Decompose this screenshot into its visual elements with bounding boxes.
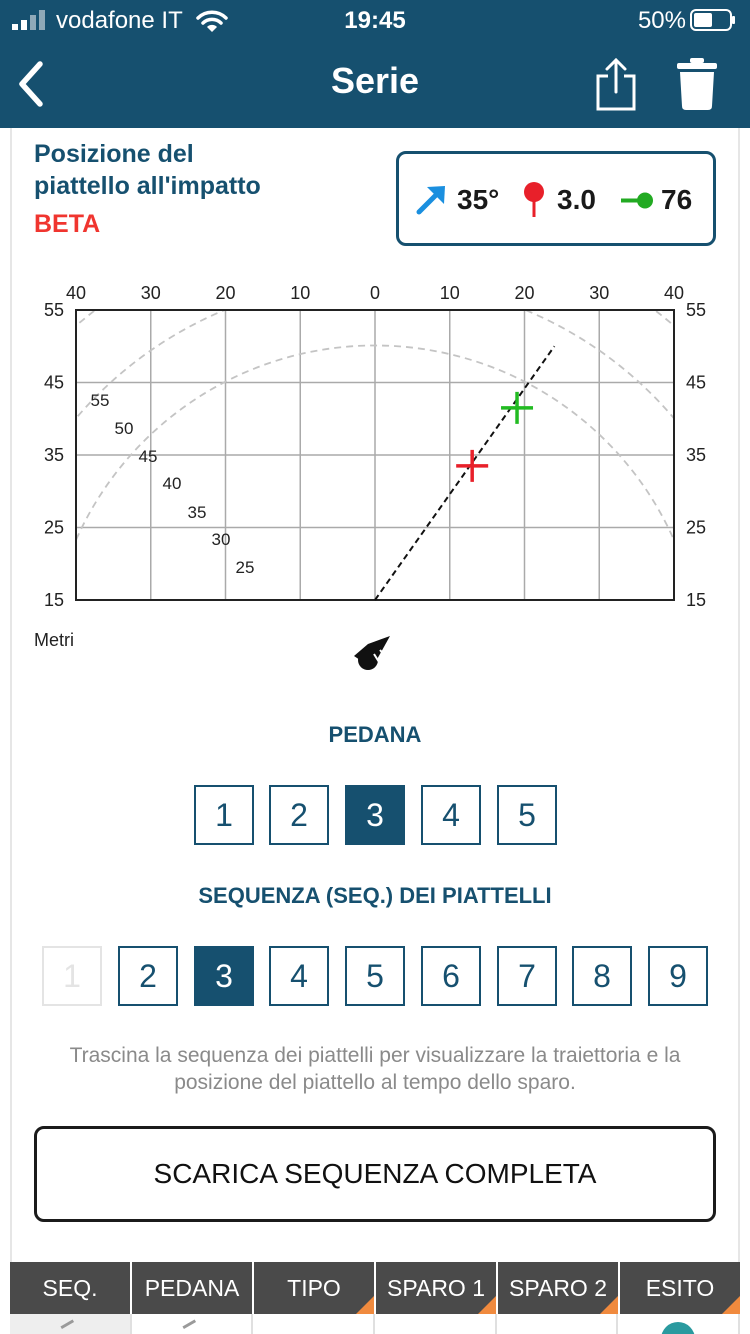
angle-value: 35° bbox=[457, 184, 500, 215]
share-icon[interactable] bbox=[594, 56, 638, 112]
sequenza-label: SEQUENZA (SEQ.) DEI PIATTELLI bbox=[198, 883, 552, 908]
y-tick-label-right: 55 bbox=[685, 300, 707, 320]
pedana-option-5[interactable]: 5 bbox=[497, 785, 557, 845]
drag-hint-text: Trascina la sequenza dei piattelli per visualizzare la traiettoria e la posizione del piattello al tempo dello sparo. bbox=[69, 1044, 681, 1094]
page-title: Serie bbox=[330, 60, 420, 101]
sequenza-option-4[interactable]: 4 bbox=[269, 946, 329, 1006]
arrow-up-right-icon bbox=[415, 182, 449, 216]
y-tick-label-right: 25 bbox=[685, 517, 707, 538]
impact-position-title: Posizione del piattello all'impatto bbox=[34, 140, 261, 200]
column-header-seq: SEQ. bbox=[10, 1262, 132, 1314]
battery-icon bbox=[690, 9, 736, 31]
navigation-bar bbox=[0, 40, 750, 128]
column-header-sparo-1[interactable]: SPARO 1 bbox=[376, 1262, 498, 1314]
distance-icon bbox=[621, 190, 655, 210]
distance-value: 76 bbox=[661, 184, 693, 215]
table-row[interactable] bbox=[10, 1314, 740, 1334]
pin-icon bbox=[523, 181, 545, 219]
table-cell bbox=[497, 1314, 619, 1334]
shot-info-box bbox=[396, 151, 716, 246]
pedana-option-3[interactable]: 3 bbox=[345, 785, 405, 845]
y-tick-label-left: 45 bbox=[43, 372, 65, 393]
sequenza-option-3[interactable]: 3 bbox=[194, 946, 254, 1006]
sequenza-option-9[interactable]: 9 bbox=[648, 946, 708, 1006]
sequenza-option-8[interactable]: 8 bbox=[572, 946, 632, 1006]
range-arc-label: 35 bbox=[187, 503, 207, 522]
sequenza-option-7[interactable]: 7 bbox=[497, 946, 557, 1006]
sequenza-option-1: 1 bbox=[42, 946, 102, 1006]
column-header-tipo[interactable]: TIPO bbox=[254, 1262, 376, 1314]
y-tick-label-right: 15 bbox=[685, 590, 707, 610]
y-tick-label-left: 25 bbox=[43, 517, 65, 538]
table-cell bbox=[253, 1314, 375, 1334]
range-arc-label: 55 bbox=[90, 391, 110, 410]
table-cell bbox=[375, 1314, 497, 1334]
column-header-esito: ESITO bbox=[620, 1262, 740, 1314]
table-cell bbox=[132, 1314, 254, 1334]
x-tick-label: 40 bbox=[663, 283, 685, 303]
x-tick-label: 10 bbox=[290, 283, 311, 303]
x-tick-label: 40 bbox=[65, 283, 87, 303]
sequenza-option-2[interactable]: 2 bbox=[118, 946, 178, 1006]
status-time: 19:45 bbox=[344, 7, 406, 34]
range-arc-label: 45 bbox=[138, 447, 158, 466]
trajectory-line bbox=[375, 346, 554, 600]
x-tick-label: 10 bbox=[439, 283, 460, 303]
beta-badge: BETA bbox=[34, 210, 101, 238]
pedana-option-4[interactable]: 4 bbox=[421, 785, 481, 845]
unit-label: Metri bbox=[34, 630, 74, 650]
y-tick-label-left: 55 bbox=[43, 300, 65, 320]
shooter-icon bbox=[350, 634, 396, 676]
y-tick-label-right: 45 bbox=[685, 372, 707, 393]
sequenza-option-6[interactable]: 6 bbox=[421, 946, 481, 1006]
x-tick-label: 20 bbox=[514, 283, 535, 303]
pedana-label: PEDANA bbox=[328, 722, 422, 747]
trash-icon[interactable] bbox=[676, 58, 718, 110]
impact-chart[interactable] bbox=[0, 270, 750, 670]
battery-percentage: 50% bbox=[637, 7, 686, 34]
range-arc-label: 50 bbox=[114, 419, 134, 438]
range-arc-label: 30 bbox=[211, 530, 231, 549]
column-header-sparo-2[interactable]: SPARO 2 bbox=[498, 1262, 620, 1314]
range-arc-label: 25 bbox=[235, 558, 255, 577]
pedana-option-2[interactable]: 2 bbox=[269, 785, 329, 845]
range-arc-label: 40 bbox=[162, 474, 182, 493]
table-cell bbox=[618, 1314, 740, 1334]
pedana-option-1[interactable]: 1 bbox=[194, 785, 254, 845]
x-tick-label: 30 bbox=[140, 283, 161, 303]
status-bar bbox=[0, 0, 750, 40]
x-tick-label: 20 bbox=[215, 283, 236, 303]
table-header bbox=[10, 1262, 740, 1314]
column-header-pedana: PEDANA bbox=[132, 1262, 254, 1314]
table-cell bbox=[10, 1314, 132, 1334]
download-sequence-button[interactable]: SCARICA SEQUENZA COMPLETA bbox=[34, 1126, 716, 1222]
y-tick-label-left: 35 bbox=[43, 445, 65, 465]
sequenza-option-5[interactable]: 5 bbox=[345, 946, 405, 1006]
y-tick-label-left: 15 bbox=[43, 590, 65, 610]
x-tick-label: 30 bbox=[589, 283, 610, 303]
carrier-name: vodafone IT bbox=[56, 7, 183, 34]
shot-marker bbox=[501, 392, 533, 424]
y-tick-label-right: 35 bbox=[685, 445, 707, 465]
height-value: 3.0 bbox=[557, 184, 596, 215]
result-dot bbox=[661, 1322, 695, 1334]
x-tick-label: 0 bbox=[369, 283, 381, 303]
